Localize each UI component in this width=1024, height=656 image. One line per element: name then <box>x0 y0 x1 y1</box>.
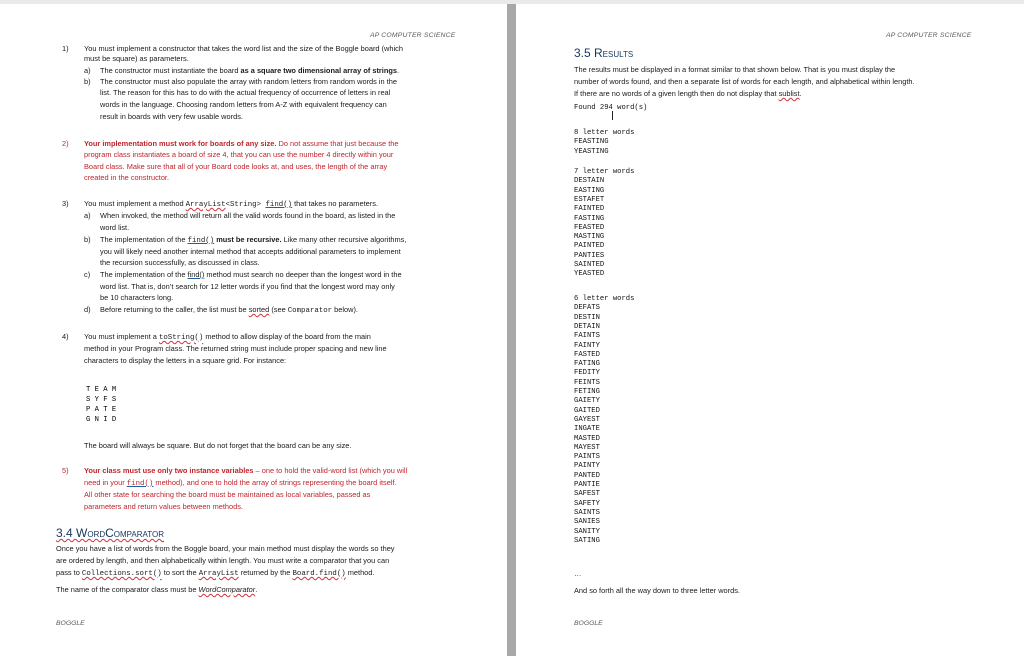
paragraph-line: The constructor must also populate the array with random letters from random words in the <box>100 77 397 86</box>
text-run: that takes no parameters. <box>292 199 378 208</box>
code-run: find() <box>265 201 293 209</box>
result-word: EASTING <box>574 186 605 195</box>
text-run: You must implement a <box>84 332 159 341</box>
code-run: find() <box>187 237 215 245</box>
paragraph-line <box>84 199 378 210</box>
paragraph-line: The results must be displayed in a format similar to that shown below. That is you must display the <box>574 65 896 74</box>
document-page-left <box>0 4 507 656</box>
text-run: need in your <box>84 478 127 487</box>
paragraph-line: program class instantiates a board of size 4, that you can use the number 4 directly within your <box>84 150 394 159</box>
paragraph-line <box>84 139 399 149</box>
result-word: INGATE <box>574 425 600 434</box>
list-number: 4) <box>62 332 69 341</box>
code-run: ArrayList <box>185 201 226 209</box>
result-word: PANTIES <box>574 251 605 260</box>
paragraph-line: are ordered by length, and then alphabetically within length. You must write a comparator that you can <box>56 556 390 565</box>
text-run: method. <box>345 568 375 577</box>
list-letter: a) <box>84 211 91 220</box>
text-run: Like many other recursive algorithms, <box>281 235 407 244</box>
paragraph-line: Once you have a list of words from the Boggle board, your main method must display the words so they <box>56 544 395 553</box>
page-footer: BOGGLE <box>574 620 603 627</box>
word-group-heading: 8 letter words <box>574 129 635 137</box>
page-footer: BOGGLE <box>56 620 85 627</box>
paragraph-line: number of words found, and then a separate list of words for each length, and alphabetical within length. <box>574 77 915 86</box>
board-grid-row: P A T E <box>86 406 117 414</box>
paragraph-line <box>84 466 407 476</box>
text-run: pass to <box>56 568 82 577</box>
section-heading: 3.4 WordComparator <box>56 526 165 540</box>
text-run: The name of the comparator class must be <box>56 585 199 594</box>
result-word: PAINTY <box>574 462 600 471</box>
text-run: The implementation of the <box>100 235 188 244</box>
code-run: Collections.sort() <box>81 570 162 578</box>
paragraph-line: word list. <box>100 223 130 232</box>
paragraph-line: You must implement a constructor that takes the word list and the size of the Boggle board (which <box>84 44 403 53</box>
paragraph-line: Board class. Make sure that all of your Board code looks at, and uses, the length of the array <box>84 162 388 171</box>
text-run: to sort the <box>161 568 199 577</box>
code-run: Comparator <box>287 307 333 315</box>
result-word: GAITED <box>574 406 600 415</box>
page-header: AP COMPUTER SCIENCE <box>370 32 456 39</box>
result-word: PAINTS <box>574 453 600 462</box>
list-letter: b) <box>84 235 91 244</box>
text-run: The implementation of the <box>100 270 188 279</box>
section-heading: 3.5 Results <box>574 46 634 60</box>
paragraph-line: method in your Program class. The returned string must include proper spacing and new line <box>84 344 387 353</box>
paragraph-line <box>84 478 397 489</box>
closing-line: And so forth all the way down to three letter words. <box>574 586 740 595</box>
result-word: FAINTED <box>574 205 605 214</box>
bold-text-run: must be recursive. <box>214 235 282 244</box>
text-run: method must search no deeper than the longest word in the <box>204 270 402 279</box>
paragraph-line: result in boards with very few usable words. <box>100 112 243 121</box>
result-word: MAYEST <box>574 443 600 452</box>
paragraph-line: the recursion successfully, as discussed in class. <box>100 258 260 267</box>
paragraph-line: created in the constructor. <box>84 173 170 182</box>
paragraph-line <box>100 235 406 246</box>
code-run: <String> <box>225 201 266 209</box>
paragraph-line: characters to display the letters in a square grid. For instance: <box>84 356 287 365</box>
paragraph-line: be 10 characters long. <box>100 293 174 302</box>
word-group-heading: 6 letter words <box>574 295 635 303</box>
text-run: . <box>799 89 802 98</box>
list-letter: d) <box>84 305 91 314</box>
paragraph-line <box>100 270 402 280</box>
result-word: PANTED <box>574 471 600 480</box>
result-word: FAINTS <box>574 332 600 341</box>
word-group-heading: 7 letter words <box>574 168 635 176</box>
paragraph-line: All other state for searching the board must be maintained as local variables, passed as <box>84 490 371 499</box>
result-word: GAYEST <box>574 415 600 424</box>
result-word: FETING <box>574 388 600 396</box>
text-run: sublist <box>778 89 800 98</box>
text-run: . <box>255 585 258 594</box>
text-run: Before returning to the caller, the list must be <box>100 305 249 314</box>
result-word: SANITY <box>574 527 600 536</box>
result-word: SAFETY <box>574 499 600 508</box>
result-word: FEASTED <box>574 223 605 232</box>
text-run: sorted <box>248 305 270 314</box>
code-run: Board.find() <box>292 570 346 578</box>
text-run: If there are no words of a given length then do not display that <box>574 89 779 98</box>
result-word: YEASTED <box>574 270 605 279</box>
bold-text-run: Your class must use only two instance variables <box>84 466 254 475</box>
paragraph-line: list. The reason for this has to do with the actual frequency of occurrence of letters in real <box>100 88 391 97</box>
list-number: 2) <box>62 139 69 148</box>
result-word: GAIETY <box>574 397 600 406</box>
text-run: You must implement a method <box>84 199 186 208</box>
paragraph-line: word list. That is, don’t search for 12 letter words if you find that the longest word may only <box>100 282 395 291</box>
result-word: FASTING <box>574 214 605 223</box>
list-letter: a) <box>84 66 91 75</box>
result-word: FASTED <box>574 350 600 359</box>
result-word: SATING <box>574 536 600 545</box>
result-word: MASTED <box>574 434 600 443</box>
result-word: FEDITY <box>574 369 600 378</box>
result-word: SAINTED <box>574 261 605 269</box>
document-page-right <box>516 4 1024 656</box>
paragraph-line: When invoked, the method will return all the valid words found in the board, as listed in the <box>100 211 396 220</box>
text-run: WordComparator <box>198 585 256 594</box>
result-word: YEASTING <box>574 147 609 156</box>
text-run: – one to hold the valid-word list (which you will <box>253 466 408 475</box>
board-grid-row: G N I D <box>86 416 117 424</box>
text-run: (see <box>269 305 288 314</box>
code-run: toString() <box>158 334 204 342</box>
list-number: 3) <box>62 199 69 208</box>
page-header: AP COMPUTER SCIENCE <box>886 32 972 39</box>
result-word: PAINTED <box>574 242 605 251</box>
result-word: FEASTING <box>574 138 609 147</box>
result-word: DETAIN <box>574 322 600 331</box>
list-letter: b) <box>84 77 91 86</box>
result-word: FAINTY <box>574 341 600 350</box>
code-run: ArrayList <box>198 570 239 578</box>
text-run: returned by the <box>238 568 293 577</box>
result-word: MASTING <box>574 233 605 242</box>
results-found-count: Found 294 word(s) <box>574 104 648 112</box>
result-word: DESTAIN <box>574 177 605 186</box>
paragraph-line: The board will always be square. But do not forget that the board can be any size. <box>84 441 352 450</box>
text-run: below). <box>332 305 358 314</box>
paragraph-line <box>84 332 371 343</box>
list-letter: c) <box>84 270 91 279</box>
text-run: method to allow display of the board from the main <box>203 332 371 341</box>
text-run: The constructor must instantiate the board <box>100 66 241 75</box>
board-grid-row: S Y F S <box>86 396 117 404</box>
text-run: Do not assume that just because the <box>276 139 399 148</box>
result-word: FEINTS <box>574 378 600 387</box>
result-word: SANIES <box>574 518 600 527</box>
result-word: SAINTS <box>574 508 600 517</box>
result-word: SAFEST <box>574 490 600 499</box>
result-word: ESTAFET <box>574 195 605 204</box>
paragraph-line: you will likely need another internal method that accepts additional parameters to implement <box>100 247 401 256</box>
bold-text-run: as a square two dimensional array of strings <box>240 66 397 75</box>
ellipsis: … <box>574 569 582 578</box>
result-word: DESTIN <box>574 313 600 322</box>
result-word: PANTIE <box>574 481 600 489</box>
code-run: find() <box>126 480 154 488</box>
code-run: find() <box>187 270 205 279</box>
result-word: DEFATS <box>574 304 600 313</box>
list-number: 1) <box>62 44 69 53</box>
paragraph-line <box>56 585 257 595</box>
result-word: FATING <box>574 360 600 369</box>
paragraph-line <box>574 89 802 99</box>
list-number: 5) <box>62 466 69 475</box>
paragraph-line: parameters and return values between methods. <box>84 502 243 511</box>
paragraph-line <box>100 305 358 316</box>
text-run: . <box>397 66 400 75</box>
paragraph-line <box>100 66 399 76</box>
text-run: method), and one to hold the array of strings representing the board itself. <box>153 478 397 487</box>
paragraph-line <box>56 568 374 579</box>
paragraph-line: must be square) as parameters. <box>84 54 189 63</box>
board-grid-row: T E A M <box>86 386 117 394</box>
paragraph-line: words in the language. Choosing random letters from A-Z with equivalent frequency can <box>100 100 387 109</box>
bold-text-run: Your implementation must work for boards of any size. <box>84 139 277 148</box>
